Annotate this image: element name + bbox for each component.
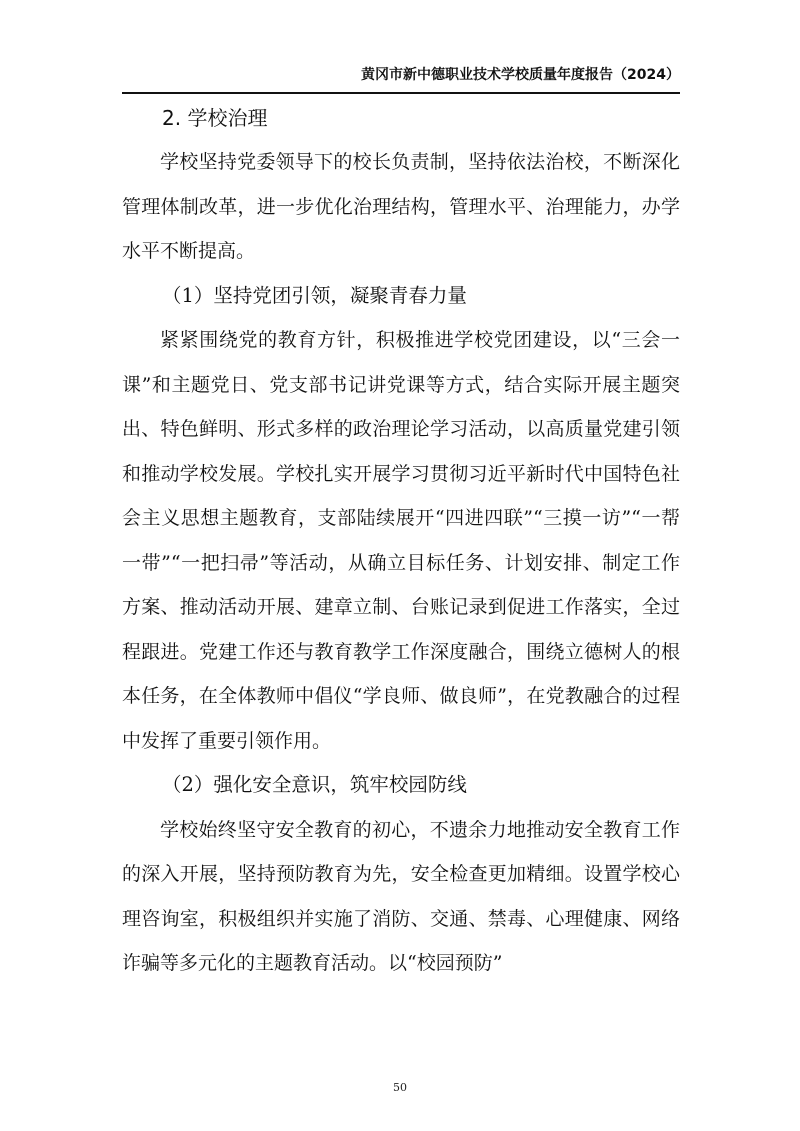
header-divider [122,92,680,94]
subsection-2-heading: （2）强化安全意识，筑牢校园防线 [162,773,467,796]
subsection-1-heading: （1）坚持党团引领，凝聚青春力量 [162,283,467,307]
page-number: 50 [393,1081,407,1094]
intro-paragraph: 学校坚持党委领导下的校长负责制，坚持依法治校，不断深化管理体制改革，进一步优化治理结构，管理水平、治理能力，办学水平不断提高。 [122,151,680,262]
report-header: 黄冈市新中德职业技术学校质量年度报告（2024） [361,67,680,83]
section-title: 2. 学校治理 [162,106,268,130]
subsection-1-body: 紧紧围绕党的教育方针，积极推进学校党团建设，以“三会一课”和主题党日、党支部书记讲党课等方式，结合实际开展主题突出、特色鲜明、形式多样的政治理论学习活动，以高质量党建引领和推动学校发展。学校扎实开展学习贯彻习近平新时代中国特色社会主义思想主题教育，支部陆续展开“四进四联”“三摸一访”“一帮一带”“一把扫帚”等活动，从确立目标任务、计划安排、制定工作方案、推动活动开展、建章立制、台账记录到促进工作落实，全过程跟进。党建工作还与教育教学工作深度融合，围绕立德树人的根本任务，在全体教师中倡仪“学良师、做良师”，在党教融合的过程中发挥了重要引领作用。 [122,329,680,752]
page-body [122,96,680,986]
subsection-2-body: 学校始终坚守安全教育的初心，不遗余力地推动安全教育工作的深入开展，坚持预防教育为先，安全检查更加精细。设置学校心理咨询室，积极组织并实施了消防、交通、禁毒、心理健康、网络诈骗等多元化的主题教育活动。以“校园预防” [122,818,680,974]
